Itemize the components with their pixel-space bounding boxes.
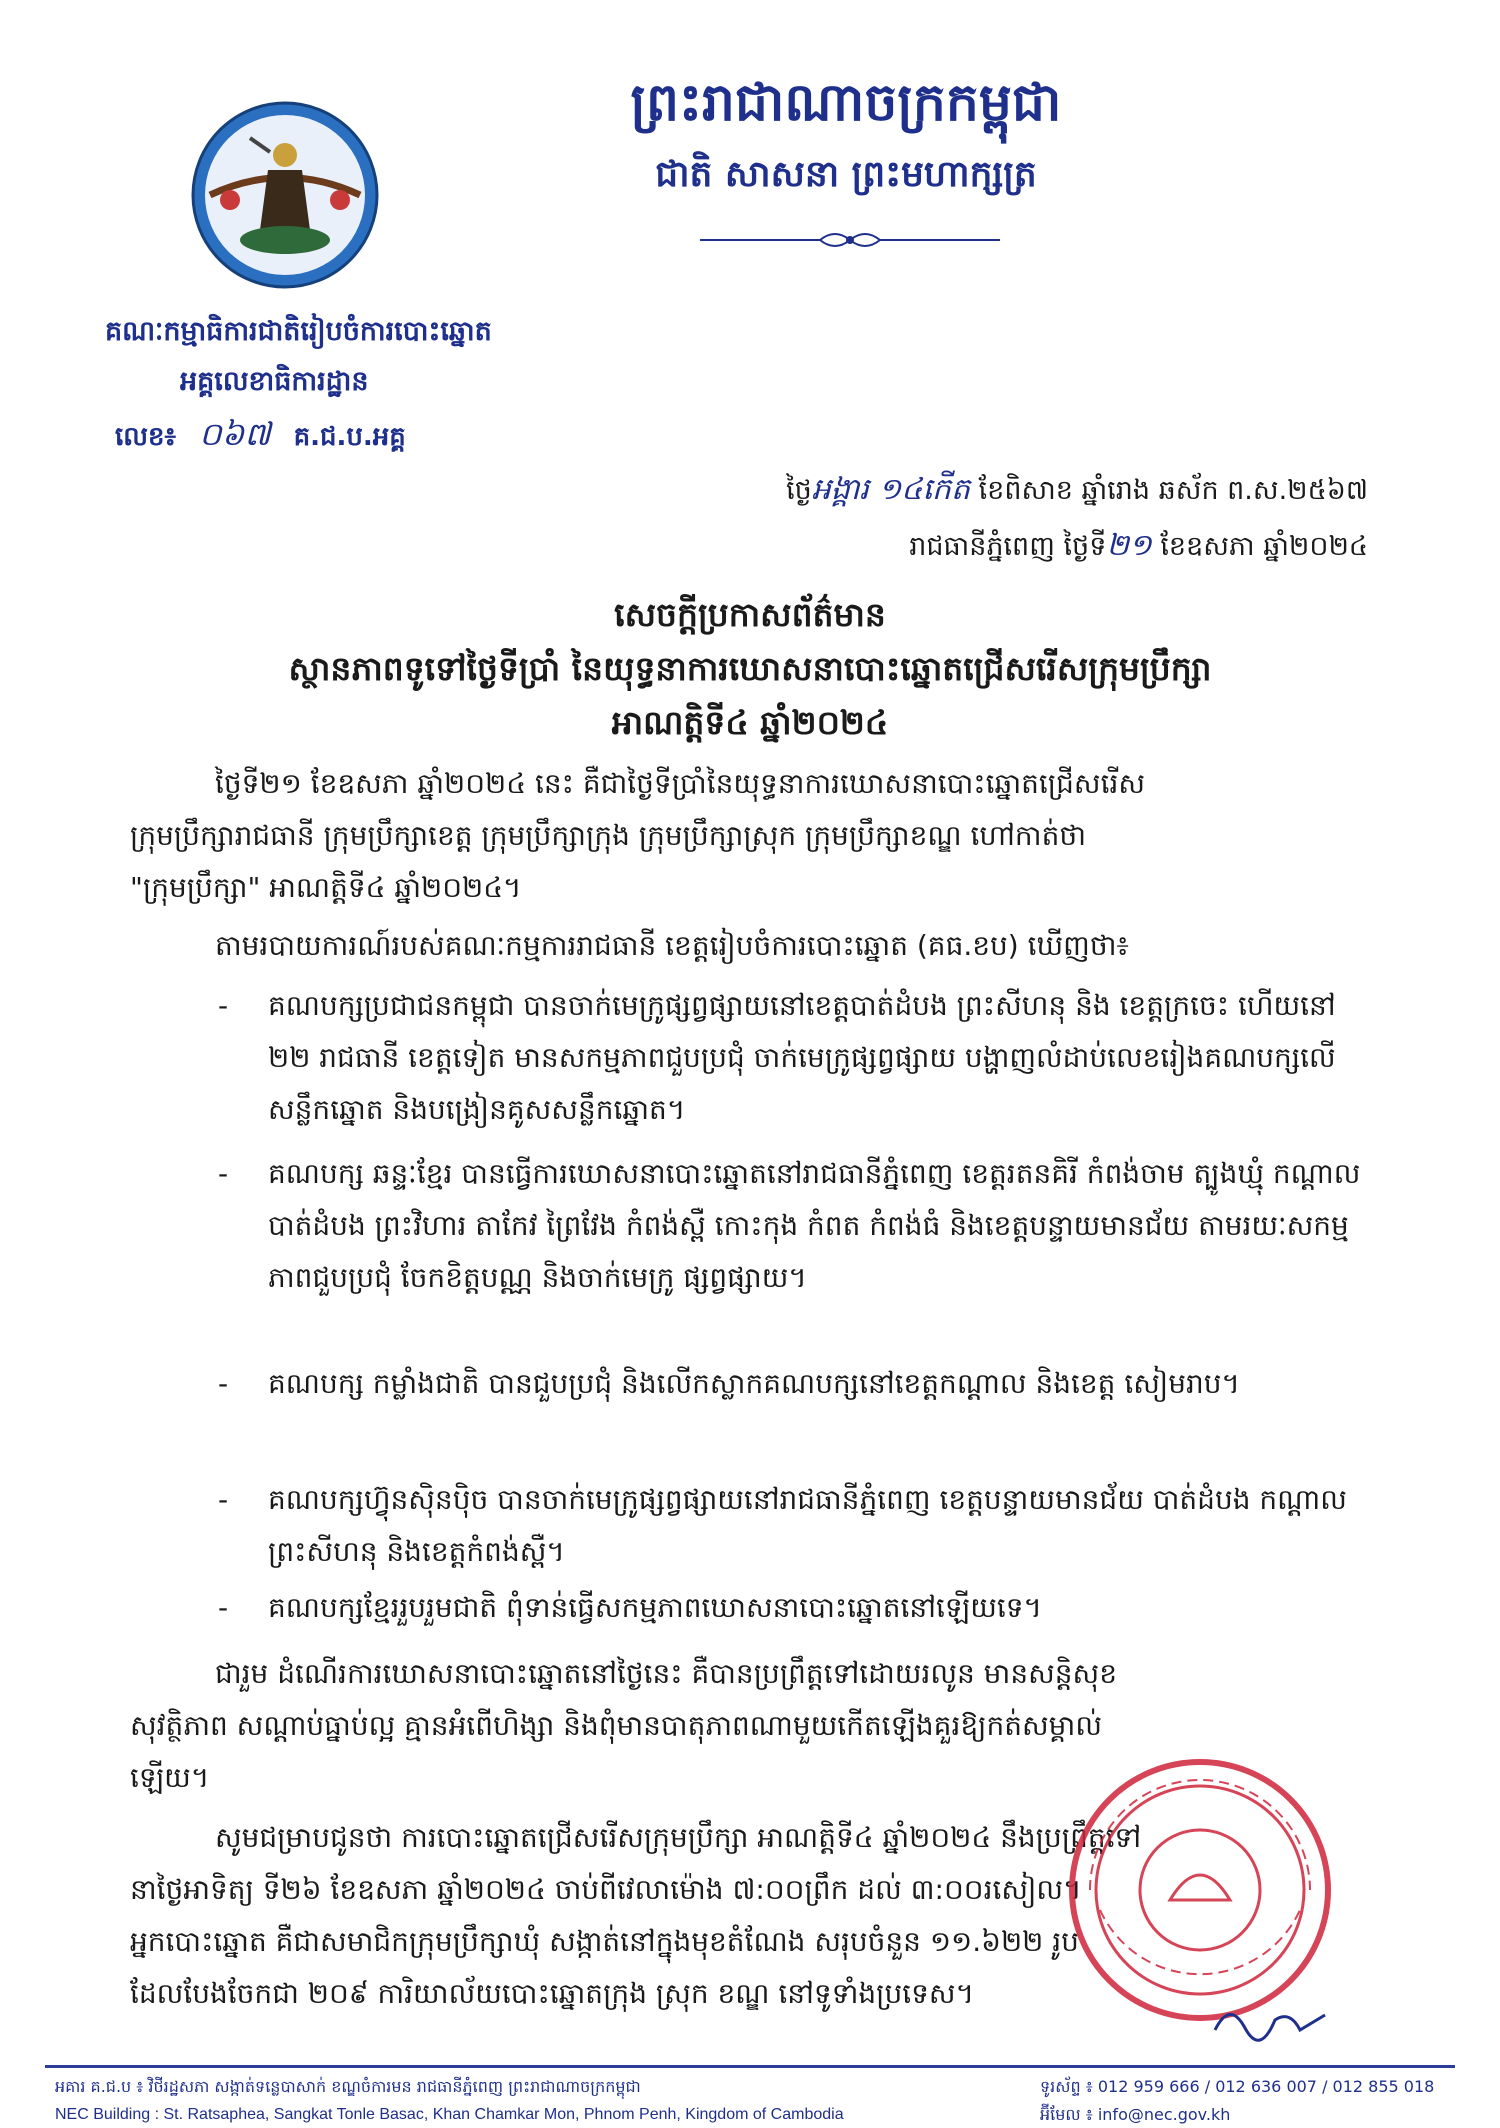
document-title: សេចក្តីប្រកាសព័ត៌មាន xyxy=(614,595,886,634)
bullet-dash: - xyxy=(218,1367,229,1400)
bullet-text: គណបក្សប្រជាជនកម្ពុជា បានចាក់មេក្រូផ្សព្វផ្សាយនៅខេត្តបាត់ដំបង ព្រះសីហនុ និង ខេត្តក្រចេះ ហើយនៅ ២២ រាជធានី ខេត្តទៀត មានសកម្មភាពជួបប្រជុំ ចាក់មេក្រូផ្សព្វផ្សាយ បង្ហាញលំដាប់លេខរៀងគណបក្សលើសន្លឹកឆ្នោត និងបង្រៀនគូសសន្លឹកឆ្នោត។ xyxy=(268,989,1336,1126)
footer-phone xyxy=(1040,2074,1434,2100)
document-subtitle-term: អាណត្តិទី៤ ឆ្នាំ២០២៤ xyxy=(611,703,889,742)
summary-line-1: ជារួម ដំណើរការឃោសនាបោះឆ្នោតនៅថ្ងៃនេះ គឺបានប្រព្រឹត្តទៅដោយរលូន មានសន្តិសុខ xyxy=(215,1657,1117,1690)
footer-email xyxy=(1040,2102,1230,2128)
bullet-item xyxy=(218,1148,1368,1304)
nec-logo xyxy=(190,100,380,290)
number-value: ០៦៧ xyxy=(199,415,271,453)
bullet-text: គណបក្ស កម្លាំងជាតិ បានជួបប្រជុំ និងលើកស្លាកគណបក្សនៅខេត្តកណ្តាល និងខេត្ត សៀមរាប។ xyxy=(268,1367,1241,1400)
notice-line-2: នាថ្ងៃអាទិត្យ ទី២៦ ខែឧសភា ឆ្នាំ២០២៤ ចាប់ពីវេលាម៉ោង ៧:០០ព្រឹក ដល់ ៣:០០រសៀល។ xyxy=(130,1873,1082,1906)
footer-address-en: NEC Building : St. Ratsaphea, Sangkat Tonle Basac, Khan Chamkar Mon, Phnom Penh, Kingdom of Cambodia xyxy=(55,2106,844,2123)
organization-name: គណៈកម្មាធិការជាតិរៀបចំការបោះឆ្នោត xyxy=(105,316,492,347)
bullet-dash: - xyxy=(218,1483,229,1516)
lunar-date xyxy=(468,468,1368,513)
number-suffix: គ.ជ.ប.អគ្គ xyxy=(293,422,406,452)
notice-line-3: អ្នកបោះឆ្នោត គឺជាសមាជិកក្រុមប្រឹក្សាឃុំ សង្កាត់នៅក្នុងមុខតំណែង សរុបចំនួន ១១.៦២២ រូប xyxy=(130,1925,1079,1958)
phone-label: ទូរស័ព្ទ ៖ xyxy=(1040,2077,1093,2096)
email-label: អ៊ីមែល ៖ xyxy=(1040,2105,1093,2124)
bullet-text: គណបក្សខ្មែររួបរួមជាតិ ពុំទាន់ធ្វើសកម្មភាពឃោសនាបោះឆ្នោតនៅឡើយទេ។ xyxy=(268,1591,1042,1624)
intro-line-1: ថ្ងៃទី២១ ខែឧសភា ឆ្នាំ២០២៤ នេះ គឺជាថ្ងៃទីប្រាំនៃយុទ្ធនាការឃោសនាបោះឆ្នោតជ្រើសរើស xyxy=(215,767,1146,800)
solar-date xyxy=(468,524,1368,569)
signature xyxy=(1210,1990,1330,2050)
report-intro: តាមរបាយការណ៍របស់គណៈកម្មការរាជធានី ខេត្តរៀបចំការបោះឆ្នោត (គធ.ខប) ឃើញថា៖ xyxy=(215,929,1129,962)
footer-divider xyxy=(45,2065,1455,2068)
document-subtitle: ស្ថានភាពទូទៅថ្ងៃទីប្រាំ នៃយុទ្ធនាការឃោសនាបោះឆ្នោតជ្រើសរើសក្រុមប្រឹក្សា xyxy=(288,649,1212,688)
bullet-item xyxy=(218,1582,1368,1634)
intro-line-2: ក្រុមប្រឹក្សារាជធានី ក្រុមប្រឹក្សាខេត្ត ក្រុមប្រឹក្សាក្រុង ក្រុមប្រឹក្សាស្រុក ក្រុមប្រឹក្សាខណ្ឌ ហៅកាត់ថា xyxy=(130,819,1087,852)
email-address[interactable]: info@nec.gov.kh xyxy=(1097,2105,1231,2124)
kingdom-title: ព្រះរាជាណាចក្រកម្ពុជា xyxy=(630,73,1062,133)
official-seal xyxy=(1060,1750,1340,2030)
notice-line-1: សូមជម្រាបជូនថា ការបោះឆ្នោតជ្រើសរើសក្រុមប្រឹក្សា អាណត្តិទី៤ ឆ្នាំ២០២៤ នឹងប្រព្រឹត្តទៅ xyxy=(215,1821,1142,1854)
lunar-date-prefix: ថ្ងៃ xyxy=(786,475,812,506)
phone-numbers: 012 959 666 / 012 636 007 / 012 855 018 xyxy=(1097,2077,1435,2096)
footer-address-km: អគារ គ.ជ.ប ៖ វិថីរដ្ឋសភា សង្កាត់ទន្លេបាសាក់ ខណ្ឌចំការមន រាជធានីភ្នំពេញ ព្រះរាជាណាចក្រកម្ពុជា xyxy=(55,2077,641,2096)
lunar-date-handwritten: អង្គារ ១៤កើត xyxy=(811,472,971,507)
bullet-text: គណបក្សហ៊្វុនស៊ិនប៉ិច បានចាក់មេក្រូផ្សព្វផ្សាយនៅរាជធានីភ្នំពេញ ខេត្តបន្ទាយមានជ័យ បាត់ដំបង កណ្តាល ព្រះសីហនុ និងខេត្តកំពង់ស្ពឺ។ xyxy=(268,1483,1347,1568)
summary-line-2: សុវត្ថិភាព សណ្តាប់ធ្នាប់ល្អ គ្មានអំពើហិង្សា និងពុំមានបាតុភាពណាមួយកើតឡើងគួរឱ្យកត់សម្គាល់ xyxy=(130,1709,1102,1742)
notice-line-4: ដែលបែងចែកជា ២០៩ ការិយាល័យបោះឆ្នោតក្រុង ស្រុក ខណ្ឌ នៅទូទាំងប្រទេស។ xyxy=(130,1977,975,2010)
number-label: លេខ៖ xyxy=(115,422,176,452)
bullet-text: គណបក្ស ឆន្ទៈខ្មែរ បានធ្វើការឃោសនាបោះឆ្នោតនៅរាជធានីភ្នំពេញ ខេត្តរតនគិរី កំពង់ចាម ត្បូងឃ្មុំ កណ្តាល បាត់ដំបង ព្រះវិហារ តាកែវ ព្រៃវែង កំពង់ស្ពឺ កោះកុង កំពត កំពង់ធំ និងខេត្តបន្ទាយមានជ័យ តាមរយៈសកម្មភាពជួបប្រជុំ ចែកខិត្តបណ្ណ និងចាក់មេក្រូ ផ្សព្វផ្សាយ។ xyxy=(268,1157,1361,1294)
bullet-dash: - xyxy=(218,1591,229,1624)
solar-date-handwritten: ២១ xyxy=(1106,528,1152,563)
department-name: អគ្គលេខាធិការដ្ឋាន xyxy=(180,366,369,397)
bullet-dash: - xyxy=(218,1157,229,1190)
summary-line-3: ឡើយ។ xyxy=(130,1761,210,1794)
bullet-dash: - xyxy=(218,989,229,1022)
solar-date-rest: ខែឧសភា ឆ្នាំ២០២៤ xyxy=(1160,531,1368,562)
reference-number xyxy=(115,412,406,459)
national-motto: ជាតិ សាសនា ព្រះមហាក្សត្រ xyxy=(655,154,1037,195)
intro-line-3: "ក្រុមប្រឹក្សា" អាណត្តិទី៤ ឆ្នាំ២០២៤។ xyxy=(130,871,522,904)
ornament-divider xyxy=(700,228,1000,252)
bullet-item xyxy=(218,1358,1368,1410)
bullet-item xyxy=(218,980,1368,1136)
bullet-item xyxy=(218,1474,1368,1578)
lunar-date-rest: ខែពិសាខ ឆ្នាំរោង ឆស័ក ព.ស.២៥៦៧ xyxy=(978,475,1368,506)
solar-date-prefix: រាជធានីភ្នំពេញ ថ្ងៃទី xyxy=(909,531,1107,562)
